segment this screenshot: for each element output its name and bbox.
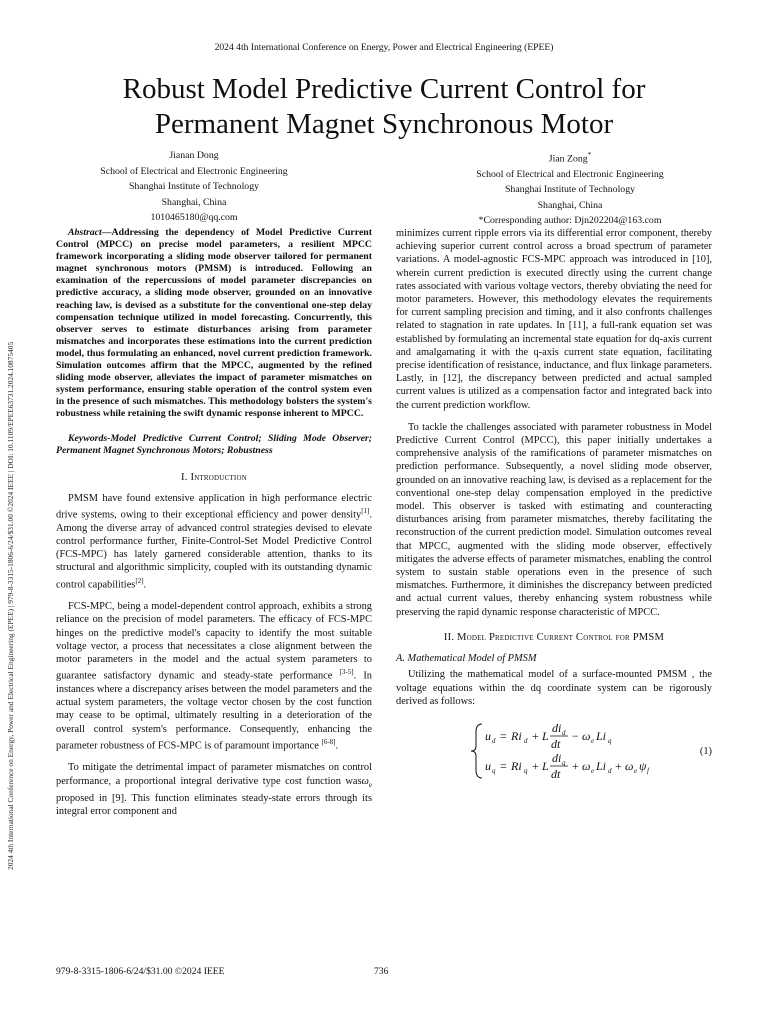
- author-inst: Shanghai Institute of Technology: [504, 184, 635, 196]
- abstract-text: —Addressing the dependency of Model Predictive Current Control (MPCC) on precise model parameters, a resilient MPCC framework incorporating a sliding mode observer tailored for permanent magnet synchronous motors (PMSM) is introduced. Following an examination of the repercussions of model parameter discrepancies on predictive accuracy, a sliding mode observer, grounded on an innovative reaching law, is devised as a substitute for the conventional one-step delay compensation technique utilized in model forecasting. Concurrently, this observer serves to estimate disturbances arising from parameter mismatches and incorporates these estimations into the current prediction model, thus formulating an enhanced, novel current prediction framework. Simulation outcomes affirm that the MPCC, augmented by the refined sliding mode observer, alleviates the impact of parameter mismatches on system performance, ensuring stable operation of the control system even in the presence of such mismatches. This methodology bolsters the system's robustness while retaining the swift dynamic response inherent to MPCC.: [56, 227, 372, 420]
- title-line-1: Robust Model Predictive Current Control for: [122, 73, 646, 105]
- intro-paragraph-2: FCS-MPC, being a model-dependent control approach, exhibits a strong reliance on the precision of model parameters. The efficacy of FCS-MPC hinges on the predictive model's capacity to identify the most suitable voltage vector, a process that necessitates a close alignment between the motor parameters in the model and the actual system parameters to guarantee satisfactory dynamic and steady-state performance [3-5]. In instances where a discrepancy arises between the model parameters and the actual system parameters, the voltage vector chosen by the cost function may cease to be optimal, ultimately resulting in a deterioration of the overall control system's performance. Consequently, enhancing the parameter robustness of FCS-MPC is of paramount importance [6-8].: [56, 601, 372, 752]
- author-name: Jian Zong*: [548, 151, 592, 165]
- author-dept: School of Electrical and Electronic Engineering: [100, 165, 288, 177]
- svg-text:L: L: [542, 728, 549, 743]
- svg-text:q: q: [492, 766, 496, 775]
- section-1-heading: I. Introduction: [181, 471, 247, 483]
- svg-text:dt: dt: [551, 766, 561, 781]
- intro-paragraph-4: To tackle the challenges associated with parameter robustness in Model Predictive Current Control (MPCC), this paper initially undertakes a comprehensive analysis of the ramifications of parameter mismatches on prediction performance. Subsequently, a novel sliding mode observer, grounded on an innovative reaching law, is devised as a replacement for the conventional one-step delay compensation employed in the predictive model. This observer is tasked with estimating and counteracting disturbances arising from parameter mismatches, thereby facilitating the reconstruction of the current prediction model. Simulation outcomes reveal that MPCC, augmented with the sliding mode observer, effectively mitigates the adverse effects of parameter mismatches, enabling the control system to sustain stable operations even in the presence of such mismatches. Furthermore, it diminishes the discrepancy between predicted and actual current values, thereby enhancing system robustness while preserving the rapid dynamic response characteristic of MPCC.: [396, 421, 712, 618]
- svg-text:d: d: [492, 736, 496, 745]
- svg-text:Ri: Ri: [511, 758, 522, 773]
- citation[interactable]: [2]: [135, 576, 144, 585]
- author-dept: School of Electrical and Electronic Engineering: [476, 168, 664, 180]
- author-block-1: [60, 148, 328, 226]
- svg-text:L: L: [542, 758, 549, 773]
- abstract-label: Abstract: [68, 227, 102, 238]
- equation-1-graphic: [396, 718, 712, 784]
- footer-isbn: 979-8-3315-1806-6/24/$31.00 ©2024 IEEE: [56, 966, 225, 977]
- right-column: [396, 227, 712, 784]
- svg-text:u: u: [485, 758, 491, 773]
- corresponding-author: *Corresponding author: Djn202204@163.com: [478, 215, 662, 227]
- author-block-2: [430, 148, 710, 229]
- author-name: Jianan Dong: [169, 150, 219, 161]
- paper-title: [60, 72, 708, 142]
- equation-number: (1): [699, 745, 712, 757]
- svg-text:f: f: [647, 766, 649, 775]
- subsection-a-heading: A. Mathematical Model of PMSM: [396, 653, 537, 665]
- svg-text:q: q: [524, 766, 528, 775]
- svg-text:−: −: [572, 728, 579, 743]
- svg-text:d: d: [524, 736, 528, 745]
- citation[interactable]: [3-5]: [339, 668, 354, 677]
- svg-text:Ri: Ri: [511, 728, 522, 743]
- equation-1: [396, 718, 712, 784]
- svg-text:di: di: [552, 720, 562, 735]
- title-line-2: Permanent Magnet Synchronous Motor: [154, 108, 614, 140]
- svg-text:q: q: [608, 736, 612, 745]
- svg-text:e: e: [591, 766, 595, 775]
- author-inst: Shanghai Institute of Technology: [128, 181, 259, 192]
- svg-text:Li: Li: [596, 728, 607, 743]
- citation[interactable]: [6-8]: [321, 737, 336, 746]
- page-number: 736: [374, 966, 389, 977]
- svg-text:Li: Li: [596, 758, 607, 773]
- svg-text:+: +: [532, 728, 539, 743]
- svg-text:ω: ω: [582, 728, 591, 743]
- svg-text:u: u: [485, 728, 491, 743]
- svg-text:=: =: [500, 758, 507, 773]
- author-location: Shanghai, China: [161, 196, 227, 208]
- abstract: [56, 227, 372, 421]
- svg-text:+: +: [615, 758, 622, 773]
- svg-text:dt: dt: [551, 736, 561, 751]
- svg-text:e: e: [634, 766, 638, 775]
- svg-text:d: d: [608, 766, 612, 775]
- svg-text:e: e: [591, 736, 595, 745]
- model-paragraph: Utilizing the mathematical model of a surface-mounted PMSM , the voltage equations within the dq coordinate system can be rigorously derived as follows:: [396, 669, 712, 707]
- svg-text:di: di: [552, 750, 562, 765]
- svg-text:ω: ω: [582, 758, 591, 773]
- keywords: Keywords-Model Predictive Current Control; Sliding Mode Observer; Permanent Magnet Synchronous Motors; Robustness: [56, 432, 372, 456]
- svg-text:+: +: [532, 758, 539, 773]
- author-location: Shanghai, China: [537, 199, 603, 211]
- svg-text:=: =: [500, 728, 507, 743]
- citation[interactable]: [1]: [361, 507, 370, 516]
- conference-header: 2024 4th International Conference on Energy, Power and Electrical Engineering (EPEE): [214, 42, 554, 53]
- svg-text:+: +: [572, 758, 579, 773]
- svg-text:ω: ω: [625, 758, 634, 773]
- svg-text:q: q: [562, 758, 566, 767]
- section-2-heading: II. Model Predictive Current Control for PMSM: [443, 631, 665, 643]
- svg-text:ψ: ψ: [639, 758, 647, 773]
- intro-paragraph-1: PMSM have found extensive application in high performance electric drive systems, owing to their exceptional efficiency and power density[1]. Among the diverse array of advanced control strategies devised to elevate control performance further, Finite-Control-Set Model Predictive Control (FCS-MPC) has lately garnered considerable attention, thanks to its structural and algorithmic simplicity, coupled with its outstanding dynamic control capabilities[2].: [56, 492, 372, 591]
- author-email[interactable]: 1010465180@qq.com: [150, 212, 238, 223]
- intro-paragraph-3: To mitigate the detrimental impact of parameter mismatches on control performance, a proportional integral derivative type cost function wasω$_e$ proposed in [9]. This function eliminates steady-state errors through its integral error component and: [56, 762, 372, 818]
- svg-text:d: d: [562, 728, 566, 737]
- sidebar-doi-strip: 2024 4th International Conference on Energy, Power and Electrical Engineering (EPEE) | 979-8-3315-1806-6/24/$31.00 ©2024 IEEE | DOI: 10.1109/EPEE63731.2024.10875405: [6, 341, 15, 870]
- intro-paragraph-3-cont: minimizes current ripple errors via its differential error component, thereby achieving superior current control across a broad spectrum of parameter variations. A model-agnostic FCS-MPC approach was introduced in [10], wherein current prediction is executed directly using the current change rates associated with various voltage vectors, thereby obviating the need for motor parameters. However, this methodology elevates the requirements for current sampling precision and timing, and it also confronts challenges related to stagnation in rate updates. In [11], a full-rank equation set was established by formulating an incremental state equation for dq-axis current and amalgamating it with the q-axis current state equation, facilitating precise identification of resistance, inductance, and flux linkage parameters. Lastly, in [12], the discrepancy between predicted and actual sampled current values is utilized as a compensation factor and integrated back into the current prediction workflow.: [396, 228, 712, 411]
- left-column: [56, 227, 372, 818]
